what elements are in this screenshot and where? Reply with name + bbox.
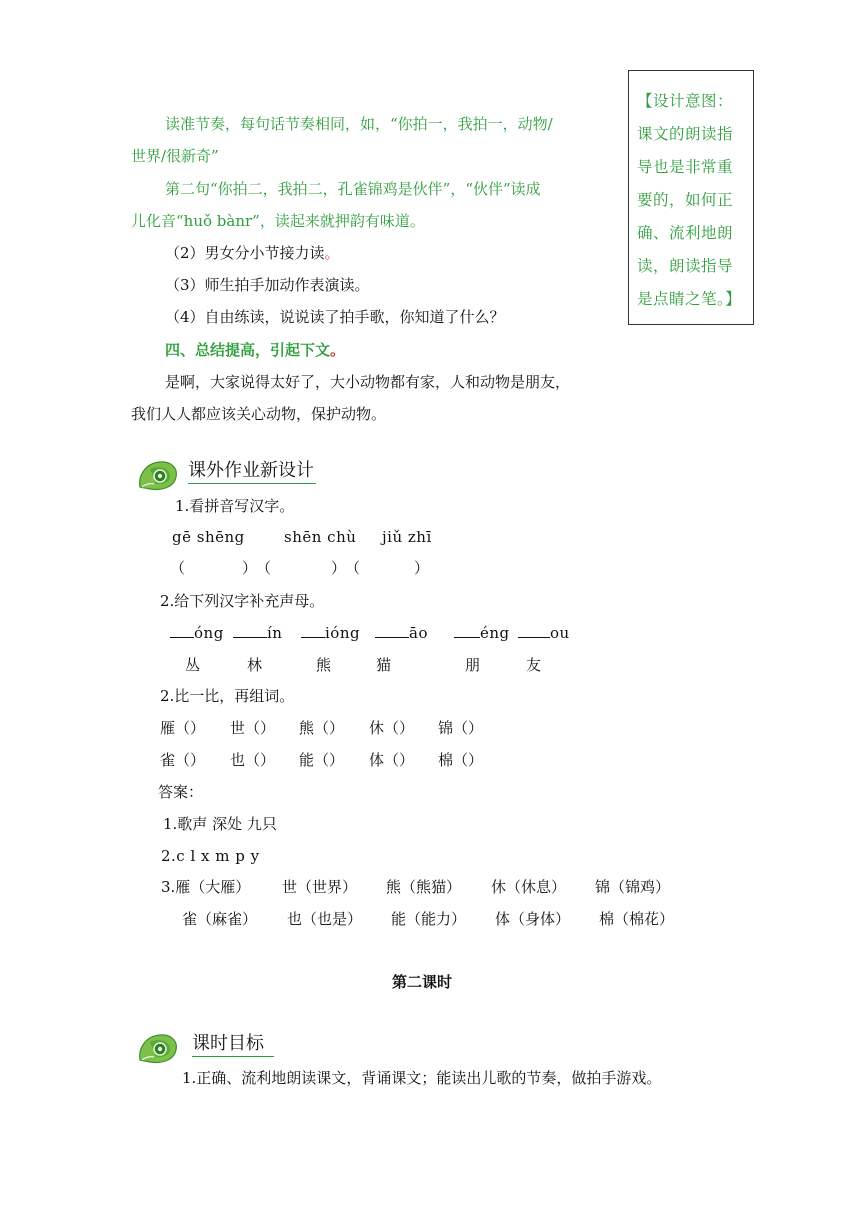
- green-leaf-bubble-icon: [136, 1030, 180, 1066]
- q2-label: 2.给下列汉字补充声母。: [160, 592, 325, 610]
- step-4: （4）自由练读，说说读了拍手歌，你知道了什么？: [165, 308, 505, 326]
- design-intent-line: 读，朗读指导: [637, 257, 734, 275]
- reading-p2-line2: 儿化音“huǒ bànr”，读起来就押韵有味道。: [131, 212, 425, 230]
- compare-1-3: 熊（）: [299, 719, 345, 737]
- section-heading-4: 四、总结提高，引起下文。: [165, 341, 346, 359]
- answer-3-2-1: 雀（麻雀）: [182, 910, 258, 928]
- goal-1: 1.正确、流利地朗读课文，背诵课文；能读出儿歌的节奏，做拍手游戏。: [182, 1069, 662, 1087]
- paren-3-open: （: [345, 559, 361, 577]
- reading-p1-line2: 世界/很新奇”: [131, 147, 219, 165]
- design-intent-box: [628, 70, 754, 325]
- green-leaf-bubble-icon: [136, 457, 180, 493]
- answer-label: 答案：: [158, 783, 204, 801]
- initial-blank-2: ín: [233, 623, 282, 643]
- step-3: （3）师生拍手加动作表演读。: [165, 276, 370, 294]
- compare-2-5: 棉（）: [438, 751, 484, 769]
- paren-3-close: ）: [414, 559, 430, 577]
- initial-blank-1: óng: [170, 623, 224, 643]
- design-intent-line: 要的，如何正: [637, 191, 734, 209]
- compare-2-2: 也（）: [230, 751, 276, 769]
- char-5: 朋: [465, 656, 481, 674]
- char-6: 友: [526, 656, 542, 674]
- compare-2-3: 能（）: [299, 751, 345, 769]
- step-2-end: 。: [324, 244, 340, 262]
- q3-label: 2.比一比，再组词。: [160, 687, 295, 705]
- step-2: （2）男女分小节接力读。: [165, 244, 340, 262]
- goal-section-header: [136, 1030, 436, 1066]
- paren-2-close: ）: [331, 559, 347, 577]
- compare-2-1: 雀（）: [160, 751, 206, 769]
- initial-blank-5: éng: [454, 623, 510, 643]
- answer-3-1-1: 3.雁（大雁）: [161, 878, 251, 896]
- char-3: 熊: [316, 656, 332, 674]
- compare-2-4: 体（）: [369, 751, 415, 769]
- pinyin-3: jiǔ zhī: [382, 528, 432, 546]
- answer-3-1-2: 世（世界）: [282, 878, 358, 896]
- char-1: 丛: [185, 656, 201, 674]
- answer-3-1-5: 锦（锦鸡）: [595, 878, 671, 896]
- pinyin-1: gē shēng: [172, 528, 245, 546]
- compare-1-1: 雁（）: [160, 719, 206, 737]
- answer-3-2-3: 能（能力）: [391, 910, 467, 928]
- answer-2: 2.c l x m p y: [161, 847, 260, 865]
- design-intent-line: 是点睛之笔。】: [637, 290, 742, 308]
- paren-1-open: （: [170, 559, 186, 577]
- answer-3-1-3: 熊（熊猫）: [386, 878, 462, 896]
- reading-p2-line1: 第二句“你拍二，我拍二，孔雀锦鸡是伙伴”，“伙伴”读成: [165, 180, 541, 198]
- reading-p1-line1: 读准节奏，每句话节奏相同，如，“你拍一，我拍一，动物/: [165, 115, 553, 133]
- design-intent-line: 确、流利地朗: [637, 224, 734, 242]
- paren-1-close: ）: [242, 559, 258, 577]
- goal-title: 课时目标: [192, 1032, 274, 1057]
- answer-3-2-5: 棉（棉花）: [599, 910, 675, 928]
- design-intent-line: 【设计意图：: [637, 92, 734, 110]
- initial-blank-6: ou: [518, 623, 570, 643]
- pinyin-2: shēn chù: [284, 528, 357, 546]
- q1-label: 1.看拼音写汉字。: [175, 497, 295, 515]
- lesson2-heading: 第二课时: [392, 973, 453, 991]
- summary-line1: 是啊，大家说得太好了，大小动物都有家，人和动物是朋友，: [165, 373, 571, 391]
- design-intent-line: 课文的朗读指: [637, 125, 734, 143]
- heading-4-end: 。: [330, 341, 346, 359]
- answer-1: 1.歌声 深处 九只: [163, 815, 277, 833]
- char-2: 林: [247, 656, 263, 674]
- summary-line2: 我们人人都应该关心动物，保护动物。: [131, 405, 387, 423]
- char-4: 猫: [376, 656, 392, 674]
- initial-blank-3: ióng: [301, 623, 360, 643]
- initial-blank-4: āo: [375, 623, 428, 643]
- paren-2-open: （: [256, 559, 272, 577]
- answer-3-2-2: 也（也是）: [287, 910, 363, 928]
- compare-1-5: 锦（）: [438, 719, 484, 737]
- homework-section-header: [136, 457, 436, 493]
- answer-3-2-4: 体（身体）: [495, 910, 571, 928]
- homework-title: 课外作业新设计: [188, 459, 316, 484]
- compare-1-2: 世（）: [230, 719, 276, 737]
- answer-3-1-4: 休（休息）: [491, 878, 567, 896]
- design-intent-line: 导也是非常重: [637, 158, 734, 176]
- compare-1-4: 休（）: [369, 719, 415, 737]
